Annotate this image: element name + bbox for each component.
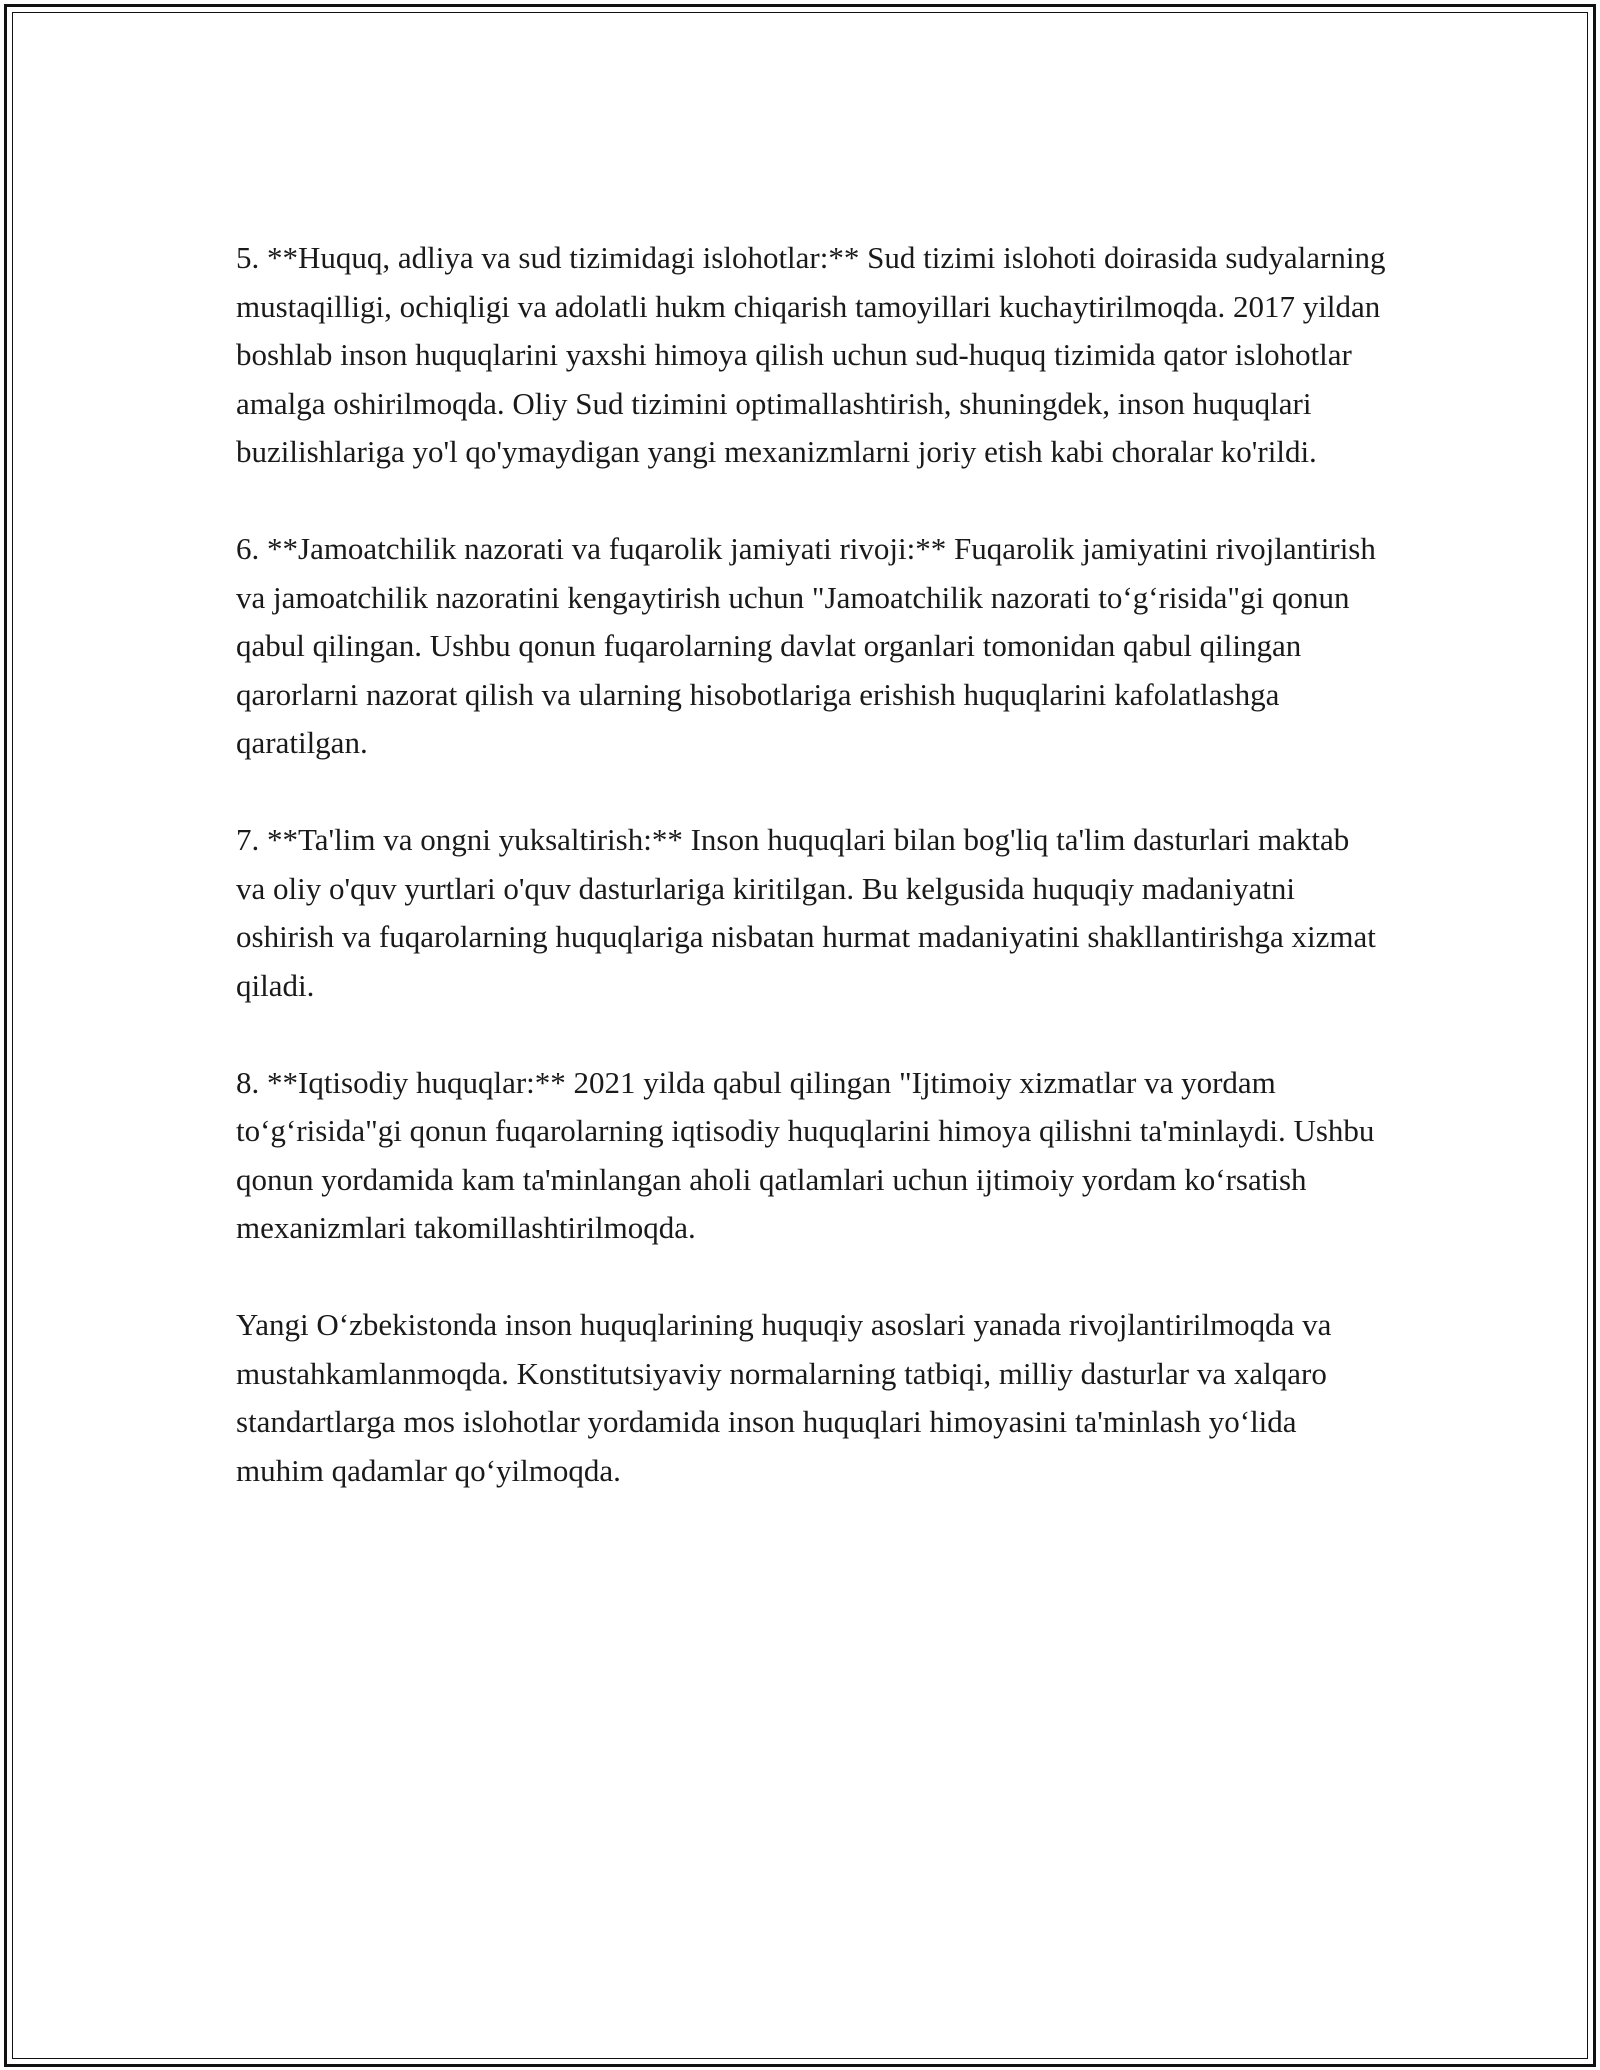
- paragraph-economic-rights: 8. **Iqtisodiy huquqlar:** 2021 yilda qabul qilingan "Ijtimoiy xizmatlar va yordam to‘g‘risida"gi qonun fuqarolarning iqtisodiy huquqlarini himoya qilishni ta'minlaydi. Ushbu qonun yordamida kam ta'minlangan aholi qatlamlari uchun ijtimoiy yordam ko‘rsatish mexanizmlari takomillashtirilmoqda.: [236, 1064, 1375, 1245]
- paragraph-judicial-reforms: 5. **Huquq, adliya va sud tizimidagi islohotlar:** Sud tizimi islohoti doirasida sudyalarning mustaqilligi, ochiqligi va adolatli hukm chiqarish tamoyillari kuchaytirilmoqda. 2017 yildan boshlab inson huquqlarini yaxshi himoya qilish uchun sud-huquq tizimida qator islohotlar amalga oshirilmoqda. Oliy Sud tizimini optimallashtirish, shuningdek, inson huquqlari buzilishlariga yo'l qo'ymaydigan yangi mexanizmlarni joriy etish kabi choralar ko'rildi.: [236, 240, 1386, 469]
- paragraph-public-oversight: 6. **Jamoatchilik nazorati va fuqarolik jamiyati rivoji:** Fuqarolik jamiyatini rivojlantirish va jamoatchilik nazoratini kengaytirish uchun "Jamoatchilik nazorati to‘g‘risida"gi qonun qabul qilingan. Ushbu qonun fuqarolarning davlat organlari tomonidan qabul qilingan qarorlarni nazorat qilish va ularning hisobotlariga erishish huquqlarini kafolatlashga qaratilgan.: [236, 531, 1376, 760]
- paragraph-conclusion: Yangi O‘zbekistonda inson huquqlarining huquqiy asoslari yanada rivojlantirilmoqda va mustahkamlanmoqda. Konstitutsiyaviy normalarning tatbiqi, milliy dasturlar va xalqaro standartlarga mos islohotlar yordamida inson huquqlari himoyasini ta'minlash yo‘lida muhim qadamlar qo‘yilmoqda.: [236, 1307, 1332, 1488]
- paragraph-education: 7. **Ta'lim va ongni yuksaltirish:** Inson huquqlari bilan bog'liq ta'lim dasturlari maktab va oliy o'quv yurtlari o'quv dasturlariga kiritilgan. Bu kelgusida huquqiy madaniyatni oshirish va fuqarolarning huquqlariga nisbatan hurmat madaniyatini shakllantirishga xizmat qiladi.: [236, 822, 1376, 1003]
- document-body: [236, 234, 1386, 1495]
